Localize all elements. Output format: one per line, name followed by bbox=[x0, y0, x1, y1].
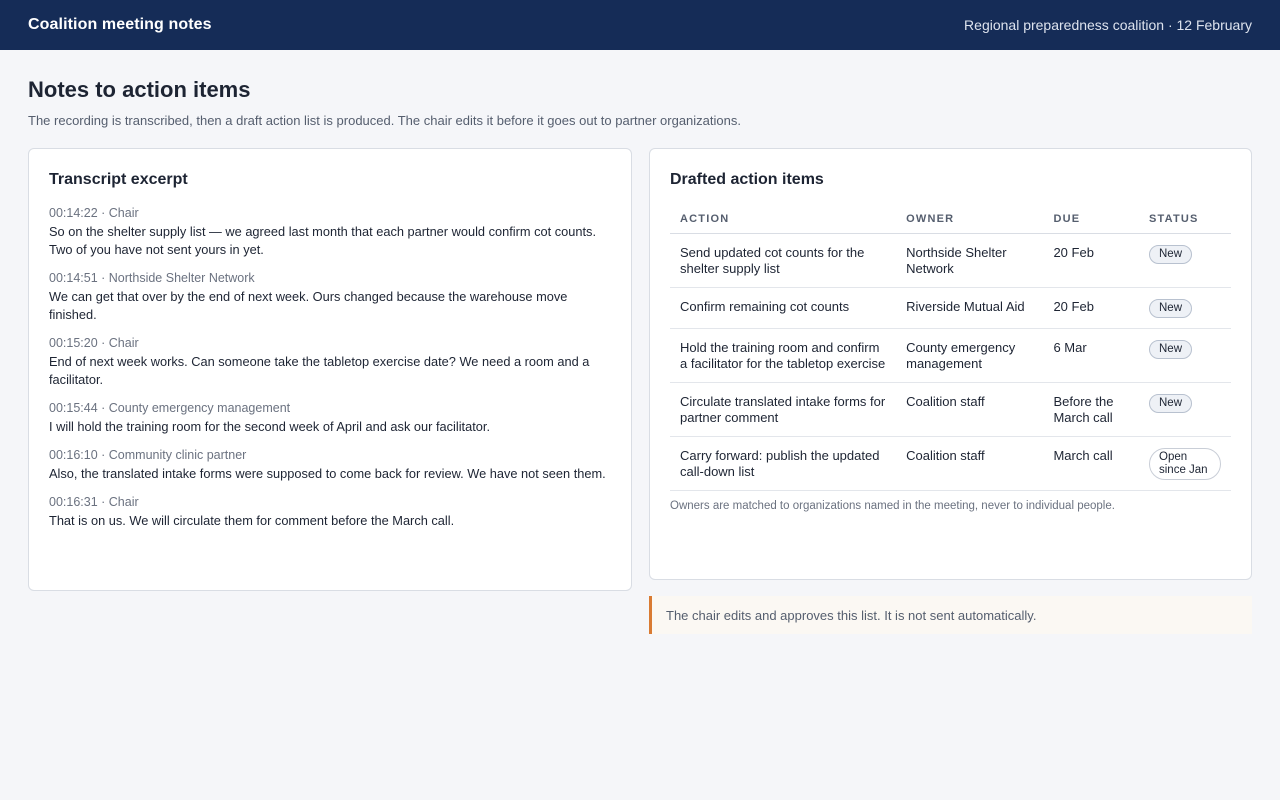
app-title: Coalition meeting notes bbox=[28, 16, 212, 33]
transcript-entry bbox=[49, 335, 611, 389]
due-cell[interactable]: 6 Mar bbox=[1043, 329, 1139, 383]
approval-notice bbox=[649, 596, 1252, 634]
transcript-entry-text: I will hold the training room for the second week of April and ask our facilitator. bbox=[49, 419, 491, 434]
column-header-action: ACTION bbox=[670, 213, 896, 234]
table-row[interactable] bbox=[670, 234, 1231, 288]
transcript-entry bbox=[49, 270, 611, 324]
status-cell bbox=[1139, 288, 1231, 329]
transcript-entry-meta: 00:16:10 · Community clinic partner bbox=[49, 448, 247, 462]
transcript-entry-text: Also, the translated intake forms were supposed to come back for review. We have not seen them. bbox=[49, 466, 606, 481]
status-cell bbox=[1139, 383, 1231, 437]
left-column bbox=[28, 148, 632, 591]
transcript-entry-text: So on the shelter supply list — we agreed last month that each partner would confirm cot counts. Two of you have not sent yours in yet. bbox=[49, 224, 596, 257]
transcript-entry-text: We can get that over by the end of next week. Ours changed because the warehouse move finished. bbox=[49, 289, 568, 322]
status-cell bbox=[1139, 234, 1231, 288]
main-columns bbox=[28, 148, 1252, 634]
table-row[interactable] bbox=[670, 288, 1231, 329]
transcript-entry-meta: 00:15:44 · County emergency management bbox=[49, 401, 291, 415]
status-badge: New bbox=[1149, 299, 1192, 318]
action-cell[interactable]: Carry forward: publish the updated call-down list bbox=[670, 437, 896, 491]
transcript-entry-meta: 00:15:20 · Chair bbox=[49, 336, 139, 350]
page-title: Notes to action items bbox=[28, 77, 251, 102]
transcript-card bbox=[28, 148, 632, 591]
column-header-due: DUE bbox=[1043, 213, 1139, 234]
due-cell[interactable]: 20 Feb bbox=[1043, 234, 1139, 288]
meeting-context: Regional preparedness coalition · 12 February bbox=[964, 17, 1252, 33]
page-subtitle: The recording is transcribed, then a draft action list is produced. The chair edits it before it goes out to partner organizations. bbox=[28, 113, 741, 128]
status-badge: New bbox=[1149, 245, 1192, 264]
status-cell bbox=[1139, 437, 1231, 491]
status-cell bbox=[1139, 329, 1231, 383]
owner-cell[interactable]: County emergency management bbox=[896, 329, 1043, 383]
transcript-entry bbox=[49, 447, 611, 483]
owner-cell[interactable]: Coalition staff bbox=[896, 383, 1043, 437]
transcript-entry bbox=[49, 205, 611, 259]
top-bar bbox=[0, 0, 1280, 50]
table-row[interactable] bbox=[670, 383, 1231, 437]
action-cell[interactable]: Confirm remaining cot counts bbox=[670, 288, 896, 329]
column-header-owner: OWNER bbox=[896, 213, 1043, 234]
action-cell[interactable]: Hold the training room and confirm a facilitator for the tabletop exercise bbox=[670, 329, 896, 383]
status-badge: New bbox=[1149, 340, 1192, 359]
action-items-card bbox=[649, 148, 1252, 580]
transcript-entry-meta: 00:14:22 · Chair bbox=[49, 206, 139, 220]
transcript-entry bbox=[49, 400, 611, 436]
transcript-entry-meta: 00:14:51 · Northside Shelter Network bbox=[49, 271, 255, 285]
due-cell[interactable]: 20 Feb bbox=[1043, 288, 1139, 329]
transcript-entry bbox=[49, 494, 611, 530]
action-items-title: Drafted action items bbox=[670, 171, 824, 188]
status-badge: Open since Jan bbox=[1149, 448, 1221, 480]
action-items-table bbox=[670, 213, 1231, 491]
table-header-row bbox=[670, 213, 1231, 234]
page-header bbox=[0, 50, 1280, 128]
action-cell[interactable]: Send updated cot counts for the shelter supply list bbox=[670, 234, 896, 288]
action-cell[interactable]: Circulate translated intake forms for partner comment bbox=[670, 383, 896, 437]
transcript-entry-text: End of next week works. Can someone take the tabletop exercise date? We need a room and a facilitator. bbox=[49, 354, 590, 387]
table-row[interactable] bbox=[670, 329, 1231, 383]
approval-notice-text: The chair edits and approves this list. It is not sent automatically. bbox=[666, 607, 1037, 623]
transcript-entry-text: That is on us. We will circulate them for comment before the March call. bbox=[49, 513, 455, 528]
column-header-status: STATUS bbox=[1139, 213, 1231, 234]
right-column bbox=[649, 148, 1252, 634]
table-row[interactable] bbox=[670, 437, 1231, 491]
owner-cell[interactable]: Riverside Mutual Aid bbox=[896, 288, 1043, 329]
owners-footnote: Owners are matched to organizations named in the meeting, never to individual people. bbox=[670, 500, 1115, 512]
due-cell[interactable]: Before the March call bbox=[1043, 383, 1139, 437]
owner-cell[interactable]: Northside Shelter Network bbox=[896, 234, 1043, 288]
status-badge: New bbox=[1149, 394, 1192, 413]
transcript-title: Transcript excerpt bbox=[49, 171, 188, 188]
transcript-entry-meta: 00:16:31 · Chair bbox=[49, 495, 139, 509]
due-cell[interactable]: March call bbox=[1043, 437, 1139, 491]
owner-cell[interactable]: Coalition staff bbox=[896, 437, 1043, 491]
transcript-list bbox=[49, 205, 611, 530]
